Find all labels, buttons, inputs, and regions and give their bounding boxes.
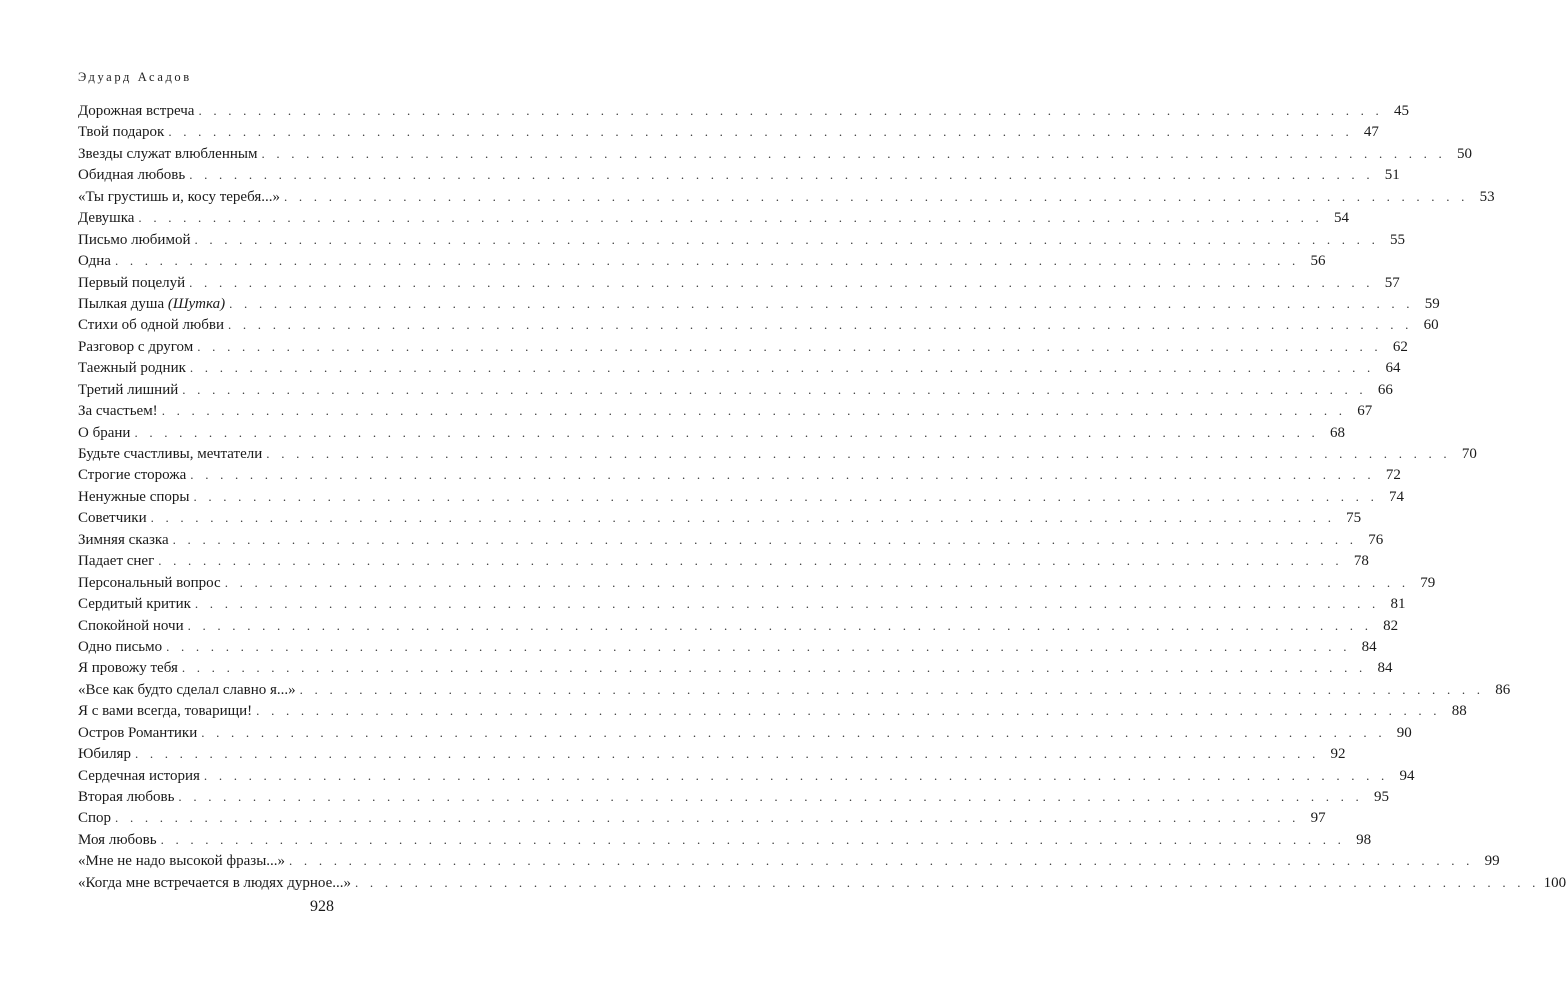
toc-entry-title [78, 423, 134, 444]
toc-entry-title-text: Одна [78, 253, 111, 270]
toc-entry-title [78, 701, 256, 722]
toc-entry-page-number: 82 [1383, 617, 1399, 634]
toc-entry-title-text: «Ты грустишь и, косу теребя...» [78, 188, 280, 205]
toc-entry-title-text: Будьте счастливы, мечтатели [78, 446, 263, 462]
toc-entry-page-number: 79 [1420, 574, 1436, 591]
dot-leader: . . . . . . . . . . . . . . . . . . . . . . . . . . . . . . . . . . . . . . . . . . . . . . . . . . . . . . . . . . . . . . . . . . . . . . . . . . . . . . . . [150, 510, 1336, 526]
dot-leader: . . . . . . . . . . . . . . . . . . . . . . . . . . . . . . . . . . . . . . . . . . . . . . . . . . . . . . . . . . . . . . . . . . . . . . . . . . . . . . . . [161, 403, 1347, 419]
toc-entry-page-number: 54 [1333, 210, 1349, 227]
toc-entry-title [78, 294, 229, 315]
dot-leader: . . . . . . . . . . . . . . . . . . . . . . . . . . . . . . . . . . . . . . . . . . . . . . . . . . . . . . . . . . . . . . . . . . . . . . . . . . . . . . . . [193, 488, 1379, 504]
toc-entry-page-number: 84 [1377, 660, 1393, 677]
toc-entry [78, 357, 1401, 378]
toc-entry-title [78, 508, 151, 529]
toc-entry-page-number: 45 [1394, 103, 1409, 119]
toc-entry [78, 121, 1379, 142]
toc-entry [78, 529, 1384, 550]
toc-entry [78, 250, 1326, 271]
dot-leader: . . . . . . . . . . . . . . . . . . . . . . . . . . . . . . . . . . . . . . . . . . . . . . . . . . . . . . . . . . . . . . . . . . . . . . . . . . . . . . . . [114, 253, 1300, 269]
dot-leader: . . . . . . . . . . . . . . . . . . . . . . . . . . . . . . . . . . . . . . . . . . . . . . . . . . . . . . . . . . . . . . . . . . . . . . . . . . . . . . . . [229, 295, 1414, 311]
toc-entry-title [78, 744, 135, 765]
dot-leader: . . . . . . . . . . . . . . . . . . . . . . . . . . . . . . . . . . . . . . . . . . . . . . . . . . . . . . . . . . . . . . . . . . . . . . . . . . . . . . . . [187, 617, 1373, 633]
toc-entry [78, 486, 1405, 507]
dot-leader: . . . . . . . . . . . . . . . . . . . . . . . . . . . . . . . . . . . . . . . . . . . . . . . . . . . . . . . . . . . . . . . . . . . . . . . . . . . . . . . . [194, 596, 1380, 612]
toc-entry-page-number: 51 [1384, 167, 1400, 184]
dot-leader: . . . . . . . . . . . . . . . . . . . . . . . . . . . . . . . . . . . . . . . . . . . . . . . . . . . . . . . . . . . . . . . . . . . . . . . . . . . . . . . . [198, 103, 1383, 118]
toc-entry-title-text: Письмо любимой [78, 231, 191, 248]
toc-entry-title [78, 487, 193, 508]
toc-entry [78, 464, 1401, 485]
toc-entry [78, 272, 1400, 293]
toc-entry-page-number: 53 [1479, 188, 1495, 205]
toc-entry-page-number: 75 [1346, 510, 1362, 527]
toc-entry-title [78, 273, 189, 294]
toc-entry-title-text: Зимняя сказка [78, 531, 169, 548]
toc-entry [78, 336, 1408, 357]
toc-entry-page-number: 68 [1330, 424, 1345, 441]
dot-leader: . . . . . . . . . . . . . . . . . . . . . . . . . . . . . . . . . . . . . . . . . . . . . . . . . . . . . . . . . . . . . . . . . . . . . . . . . . . . . . . . [166, 638, 1351, 654]
dot-leader: . . . . . . . . . . . . . . . . . . . . . . . . . . . . . . . . . . . . . . . . . . . . . . . . . . . . . . . . . . . . . . . . . . . . . . . . . . . . . . . . [189, 274, 1374, 290]
dot-leader: . . . . . . . . . . . . . . . . . . . . . . . . . . . . . . . . . . . . . . . . . . . . . . . . . . . . . . . . . . . . . . . . . . . . . . . . . . . . . . . . [256, 703, 1441, 719]
toc-entry-title [78, 530, 173, 551]
toc-entry-title [78, 594, 195, 615]
dot-leader: . . . . . . . . . . . . . . . . . . . . . . . . . . . . . . . . . . . . . . . . . . . . . . . . . . . . . . . . . . . . . . . . . . . . . . . . . . . . . . . . [190, 467, 1375, 483]
dot-leader: . . . . . . . . . . . . . . . . . . . . . . . . . . . . . . . . . . . . . . . . . . . . . . . . . . . . . . . . . . . . . . . . . . . . . . . . . . . . . . . . [189, 167, 1374, 183]
dot-leader: . . . . . . . . . . . . . . . . . . . . . . . . . . . . . . . . . . . . . . . . . . . . . . . . . . . . . . . . . . . . . . . . . . . . . . . . . . . . . . . . [203, 767, 1389, 783]
toc-entry [78, 164, 1400, 185]
toc-entry-title-text: Стихи об одной любви [78, 317, 224, 334]
toc-entry-page-number: 70 [1461, 446, 1477, 462]
toc-entry [78, 765, 1415, 786]
toc-entry-title-text: Дорожная встреча [78, 103, 195, 119]
toc-entry-page-number: 74 [1389, 488, 1405, 505]
toc-entry-page-number: 50 [1457, 145, 1473, 162]
toc-entry-page-number: 55 [1390, 231, 1406, 248]
toc-entry-title-text: Третий лишний [78, 381, 179, 398]
running-head: Эдуард Асадов [78, 70, 192, 84]
toc-entry [78, 422, 1345, 443]
toc-entry-title [78, 787, 178, 808]
dot-leader: . . . . . . . . . . . . . . . . . . . . . . . . . . . . . . . . . . . . . . . . . . . . . . . . . . . . . . . . . . . . . . . . . . . . . . . . . . . . . . . . [160, 831, 1346, 847]
toc-entry-title [78, 101, 198, 122]
dot-leader: . . . . . . . . . . . . . . . . . . . . . . . . . . . . . . . . . . . . . . . . . . . . . . . . . . . . . . . . . . . . . . . . . . . . . . . . . . . . . . . . [228, 317, 1413, 333]
toc-entry-title [78, 444, 266, 465]
toc-entry-title [78, 465, 190, 486]
toc-entry [78, 872, 1566, 893]
toc-entry-page-number: 67 [1357, 403, 1373, 420]
toc-entry-title-text: Остров Романтики [78, 724, 198, 741]
toc-entry-title-text: Советчики [78, 510, 147, 527]
toc-entry-title-text: Пылкая душа [78, 295, 165, 312]
toc-entry-title-text: Строгие сторожа [78, 467, 187, 484]
toc-entry [78, 293, 1440, 314]
toc-entry-title [78, 873, 355, 894]
dot-leader: . . . . . . . . . . . . . . . . . . . . . . . . . . . . . . . . . . . . . . . . . . . . . . . . . . . . . . . . . . . . . . . . . . . . . . . . . . . . . . . . [181, 660, 1367, 676]
toc-entry-title-italic: (Шутка) [167, 295, 226, 312]
toc-entry-page-number: 86 [1495, 681, 1511, 698]
toc-entry-title-text: Я с вами всегда, товарищи! [78, 703, 253, 720]
toc-entry-title-text: Я провожу тебя [78, 660, 178, 677]
toc-entry [78, 443, 1477, 464]
toc-entry-page-number: 66 [1377, 381, 1393, 398]
toc-entry [78, 186, 1495, 207]
toc-entry-title-text: «Когда мне встречается в людях дурное...» [78, 874, 352, 891]
toc-entry [78, 786, 1389, 807]
dot-leader: . . . . . . . . . . . . . . . . . . . . . . . . . . . . . . . . . . . . . . . . . . . . . . . . . . . . . . . . . . . . . . . . . . . . . . . . . . . . . . . . [138, 210, 1323, 226]
toc-entry-title-text: Спор [78, 810, 112, 827]
toc-entry-title [78, 723, 201, 744]
toc-entry [78, 657, 1393, 678]
toc-entry [78, 229, 1406, 250]
dot-leader: . . . . . . . . . . . . . . . . . . . . . . . . . . . . . . . . . . . . . . . . . . . . . . . . . . . . . . . . . . . . . . . . . . . . . . . . . . . . . . . . [134, 746, 1320, 762]
toc-entry-title-text: О брани [78, 424, 131, 441]
toc-entry-title-text: Девушка [78, 210, 135, 227]
toc-entry-page-number: 97 [1310, 810, 1326, 827]
toc-entry [78, 507, 1362, 528]
dot-leader: . . . . . . . . . . . . . . . . . . . . . . . . . . . . . . . . . . . . . . . . . . . . . . . . . . . . . . . . . . . . . . . . . . . . . . . . . . . . . . . . [224, 574, 1410, 590]
toc-entry-page-number: 64 [1385, 360, 1401, 377]
dot-leader: . . . . . . . . . . . . . . . . . . . . . . . . . . . . . . . . . . . . . . . . . . . . . . . . . . . . . . . . . . . . . . . . . . . . . . . . . . . . . . . . [172, 531, 1358, 547]
toc-entry-title-text: Разговор с другом [78, 338, 194, 355]
toc-entry-title-text: Персональный вопрос [78, 574, 221, 591]
toc-entry-title-text: Ненужные споры [78, 488, 190, 505]
toc-entry-title-text: Обидная любовь [78, 167, 186, 184]
page-number: 928 [310, 898, 334, 915]
toc-entry [78, 143, 1473, 164]
toc-entry-title-text: Одно письмо [78, 638, 163, 655]
dot-leader: . . . . . . . . . . . . . . . . . . . . . . . . . . . . . . . . . . . . . . . . . . . . . . . . . . . . . . . . . . . . . . . . . . . . . . . . . . . . . . . . [299, 681, 1485, 697]
toc-entry-title [78, 573, 225, 594]
toc-entry-page-number: 72 [1385, 467, 1401, 484]
toc-entry-title [78, 658, 182, 679]
toc-entry-title-text: Первый поцелуй [78, 274, 186, 291]
toc-entry [78, 850, 1500, 871]
toc-entry [78, 550, 1369, 571]
toc-entry-title [78, 230, 194, 251]
toc-entry-title-text: Сердитый критик [78, 596, 191, 613]
toc-entry [78, 593, 1406, 614]
toc-entry-title-text: Звезды служат влюбленным [78, 145, 258, 162]
toc-entry [78, 314, 1439, 335]
toc-entry-title [78, 616, 188, 637]
toc-entry-title [78, 337, 197, 358]
toc-entry-page-number: 95 [1373, 789, 1389, 805]
toc-entry-page-number: 99 [1484, 853, 1500, 870]
dot-leader: . . . . . . . . . . . . . . . . . . . . . . . . . . . . . . . . . . . . . . . . . . . . . . . . . . . . . . . . . . . . . . . . . . . . . . . . . . . . . . . . [134, 424, 1319, 440]
toc-entry-title-text: За счастьем! [78, 403, 158, 420]
dot-leader: . . . . . . . . . . . . . . . . . . . . . . . . . . . . . . . . . . . . . . . . . . . . . . . . . . . . . . . . . . . . . . . . . . . . . . . . . . . . . . . . [197, 338, 1382, 354]
dot-leader: . . . . . . . . . . . . . . . . . . . . . . . . . . . . . . . . . . . . . . . . . . . . . . . . . . . . . . . . . . . . . . . . . . . . . . . . . . . . . . . . [182, 381, 1367, 397]
toc-entry-page-number: 98 [1356, 831, 1372, 848]
toc-entry-title-text: «Мне не надо высокой фразы...» [78, 853, 286, 870]
toc-entry-page-number: 88 [1451, 703, 1467, 720]
toc-entry-title-text: «Все как будто сделал славно я...» [78, 681, 296, 698]
toc-entry-title-text: Моя любовь [78, 831, 157, 848]
toc-entry-title [78, 766, 204, 787]
toc-entry-page-number: 62 [1392, 338, 1408, 355]
toc-entry-title [78, 637, 166, 658]
toc-entry-title-text: Спокойной ночи [78, 617, 184, 634]
toc-entry-page-number: 60 [1423, 317, 1439, 334]
dot-leader: . . . . . . . . . . . . . . . . . . . . . . . . . . . . . . . . . . . . . . . . . . . . . . . . . . . . . . . . . . . . . . . . . . . . . . . . . . . . . . . . [266, 446, 1451, 461]
toc-entry [78, 207, 1349, 228]
toc-entry [78, 400, 1373, 421]
toc-entry-title [78, 358, 190, 379]
toc-entry-title [78, 144, 261, 165]
dot-leader: . . . . . . . . . . . . . . . . . . . . . . . . . . . . . . . . . . . . . . . . . . . . . . . . . . . . . . . . . . . . . . . . . . . . . . . . . . . . . . . . [178, 789, 1363, 804]
toc-entry [78, 379, 1393, 400]
toc-entry-page-number: 57 [1384, 274, 1400, 291]
dot-leader: . . . . . . . . . . . . . . . . . . . . . . . . . . . . . . . . . . . . . . . . . . . . . . . . . . . . . . . . . . . . . . . . . . . . . . . . . . . . . . . . [194, 231, 1380, 247]
toc-entry [78, 615, 1399, 636]
dot-leader: . . . . . . . . . . . . . . . . . . . . . . . . . . . . . . . . . . . . . . . . . . . . . . . . . . . . . . . . . . . . . . . . . . . . . . . . . . . . . . . . [284, 188, 1469, 204]
toc-entry-page-number: 47 [1363, 124, 1379, 141]
toc-entry-page-number: 78 [1353, 553, 1369, 570]
toc-entry-title [78, 551, 158, 572]
dot-leader: . . . . . . . . . . . . . . . . . . . . . . . . . . . . . . . . . . . . . . . . . . . . . . . . . . . . . . . . . . . . . . . . . . . . . . . . . . . . . . . . [201, 724, 1386, 740]
toc-entry-title-text: Вторая любовь [78, 789, 175, 805]
dot-leader: . . . . . . . . . . . . . . . . . . . . . . . . . . . . . . . . . . . . . . . . . . . . . . . . . . . . . . . . . . . . . . . . . . . . . . . . . . . . . . . . [289, 853, 1474, 869]
toc-entry-title [78, 401, 162, 422]
dot-leader: . . . . . . . . . . . . . . . . . . . . . . . . . . . . . . . . . . . . . . . . . . . . . . . . . . . . . . . . . . . . . . . . . . . . . . . . . . . . . . . . [158, 553, 1343, 569]
dot-leader: . . . . . . . . . . . . . . . . . . . . . . . . . . . . . . . . . . . . . . . . . . . . . . . . . . . . . . . . . . . . . . . . . . . . . . . . . . . . . . . . [261, 145, 1447, 161]
toc-entry [78, 572, 1436, 593]
toc-entry-page-number: 94 [1399, 767, 1415, 784]
toc-entry [78, 743, 1346, 764]
toc-entry-page-number: 56 [1310, 253, 1326, 270]
toc-entry-title [78, 830, 161, 851]
dot-leader: . . . . . . . . . . . . . . . . . . . . . . . . . . . . . . . . . . . . . . . . . . . . . . . . . . . . . . . . . . . . . . . . . . . . . . . . . . . . . . . . [189, 360, 1375, 376]
toc-entry-title [78, 187, 284, 208]
toc-entry [78, 636, 1377, 657]
toc-entry [78, 829, 1372, 850]
dot-leader: . . . . . . . . . . . . . . . . . . . . . . . . . . . . . . . . . . . . . . . . . . . . . . . . . . . . . . . . . . . . . . . . . . . . . . . . . . . . . . . . [115, 810, 1300, 826]
toc-entry [78, 679, 1511, 700]
dot-leader: . . . . . . . . . . . . . . . . . . . . . . . . . . . . . . . . . . . . . . . . . . . . . . . . . . . . . . . . . . . . . . . . . . . . . . . . . . . . . . . . [355, 874, 1540, 890]
toc-entry-title [78, 165, 189, 186]
toc-entry-page-number: 59 [1424, 295, 1440, 312]
toc-entry-title [78, 380, 182, 401]
toc-entry-page-number: 100 [1543, 874, 1566, 891]
toc-entry-title [78, 122, 168, 143]
toc-entry-title [78, 251, 115, 272]
table-of-contents [78, 100, 1566, 893]
toc-entry-title-text: Таежный родник [78, 360, 186, 377]
toc-entry [78, 700, 1467, 721]
toc-entry-page-number: 76 [1368, 531, 1384, 548]
toc-entry-title [78, 208, 138, 229]
toc-entry-title-text: Падает снег [78, 553, 155, 570]
toc-entry-page-number: 84 [1361, 638, 1377, 655]
toc-entry-page-number: 81 [1390, 596, 1406, 613]
toc-entry [78, 807, 1326, 828]
toc-entry [78, 100, 1409, 121]
toc-entry-title [78, 680, 300, 701]
toc-entry-title [78, 851, 289, 872]
toc-entry-title [78, 315, 228, 336]
toc-entry-page-number: 92 [1330, 746, 1346, 763]
toc-entry [78, 722, 1412, 743]
toc-entry-title-text: Сердечная история [78, 767, 200, 784]
toc-entry-title [78, 808, 115, 829]
toc-entry-title-text: Твой подарок [78, 124, 165, 141]
dot-leader: . . . . . . . . . . . . . . . . . . . . . . . . . . . . . . . . . . . . . . . . . . . . . . . . . . . . . . . . . . . . . . . . . . . . . . . . . . . . . . . . [168, 124, 1353, 140]
toc-entry-page-number: 90 [1396, 724, 1412, 741]
toc-entry-title-text: Юбиляр [78, 746, 131, 763]
